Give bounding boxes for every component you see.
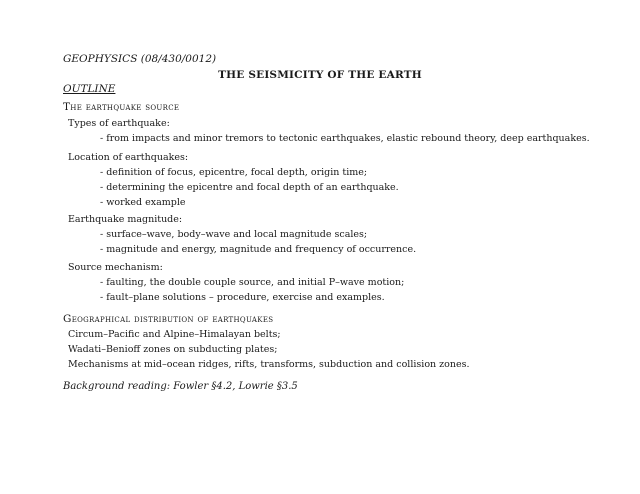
list-item: Wadati–Benioff zones on subducting plates; xyxy=(68,344,278,355)
list-item: - definition of focus, epicentre, focal depth, origin time; xyxy=(100,167,368,178)
section-heading-geographical-distribution: Geographical distribution of earthquakes xyxy=(63,313,274,325)
list-item: - faulting, the double couple source, and initial P–wave motion; xyxy=(100,277,405,288)
list-item: - fault–plane solutions – procedure, exercise and examples. xyxy=(100,292,385,303)
list-item: - surface–wave, body–wave and local magnitude scales; xyxy=(100,229,368,240)
list-item: - from impacts and minor tremors to tectonic earthquakes, elastic rebound theory, deep earthquakes. xyxy=(100,133,590,144)
list-item: Circum–Pacific and Alpine–Himalayan belts; xyxy=(68,329,281,340)
list-item: - worked example xyxy=(100,197,186,208)
group-label-location: Location of earthquakes: xyxy=(68,152,189,163)
group-label-types: Types of earthquake: xyxy=(68,118,170,129)
group-label-magnitude: Earthquake magnitude: xyxy=(68,214,183,225)
page-title: THE SEISMICITY OF THE EARTH xyxy=(218,69,422,81)
outline-heading: OUTLINE xyxy=(63,83,116,95)
course-code: GEOPHYSICS (08/430/0012) xyxy=(63,53,217,65)
list-item: - magnitude and energy, magnitude and frequency of occurrence. xyxy=(100,244,417,255)
group-label-mechanism: Source mechanism: xyxy=(68,262,163,273)
list-item: Mechanisms at mid–ocean ridges, rifts, transforms, subduction and collision zones. xyxy=(68,359,470,370)
section-heading-earthquake-source: The earthquake source xyxy=(63,101,180,113)
background-reading: Background reading: Fowler §4.2, Lowrie §3.5 xyxy=(63,381,298,392)
list-item: - determining the epicentre and focal depth of an earthquake. xyxy=(100,182,399,193)
